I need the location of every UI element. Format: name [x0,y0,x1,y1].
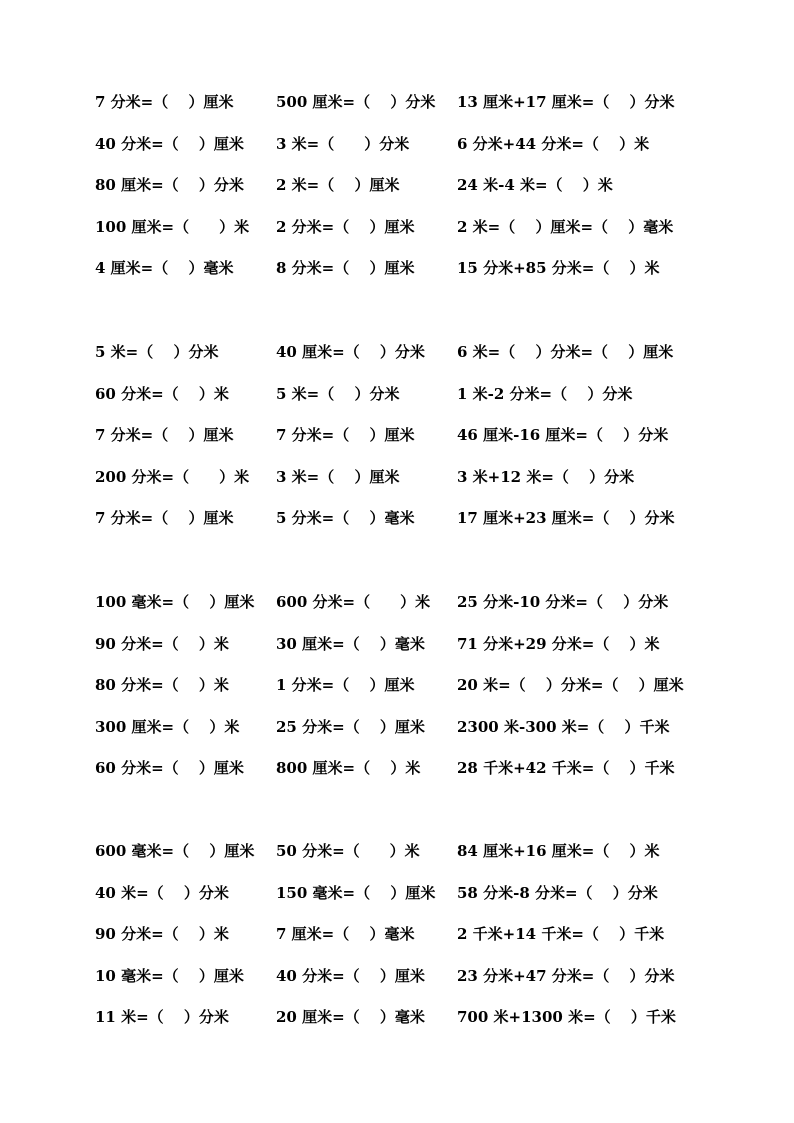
conversion-problem: 200 分米=（ ）米 [95,468,250,486]
conversion-problem: 17 厘米+23 厘米=（ ）分米 [457,509,675,527]
conversion-problem: 90 分米=（ ）米 [95,635,229,653]
exercise-row [0,423,794,447]
exercise-row [0,881,794,905]
conversion-problem: 700 米+1300 米=（ ）千米 [457,1008,676,1026]
exercise-row [0,632,794,656]
exercise-row [0,964,794,988]
conversion-problem: 2 米=（ ）厘米=（ ）毫米 [457,218,674,236]
exercise-row [0,173,794,197]
conversion-problem: 60 分米=（ ）米 [95,385,229,403]
exercise-row [0,839,794,863]
exercise-row [0,215,794,239]
conversion-problem: 40 米=（ ）分米 [95,884,229,902]
conversion-problem: 1 分米=（ ）厘米 [276,676,415,694]
exercise-row [0,340,794,364]
exercise-row [0,673,794,697]
conversion-problem: 150 毫米=（ ）厘米 [276,884,436,902]
conversion-problem: 40 分米=（ ）厘米 [95,135,244,153]
conversion-problem: 46 厘米-16 厘米=（ ）分米 [457,426,669,444]
conversion-problem: 24 米-4 米=（ ）米 [457,176,613,194]
exercise-row [0,715,794,739]
conversion-problem: 11 米=（ ）分米 [95,1008,229,1026]
conversion-problem: 15 分米+85 分米=（ ）米 [457,259,660,277]
conversion-problem: 30 厘米=（ ）毫米 [276,635,425,653]
exercise-row [0,465,794,489]
exercise-row [0,382,794,406]
conversion-problem: 80 分米=（ ）米 [95,676,229,694]
conversion-problem: 40 分米=（ ）厘米 [276,967,425,985]
conversion-problem: 2300 米-300 米=（ ）千米 [457,718,670,736]
exercise-row [0,922,794,946]
conversion-problem: 3 米=（ ）分米 [276,135,410,153]
conversion-problem: 2 千米+14 千米=（ ）千米 [457,925,665,943]
exercise-row [0,756,794,780]
conversion-problem: 7 分米=（ ）厘米 [276,426,415,444]
exercise-row [0,1005,794,1029]
conversion-problem: 71 分米+29 分米=（ ）米 [457,635,660,653]
conversion-problem: 25 分米-10 分米=（ ）分米 [457,593,669,611]
conversion-problem: 800 厘米=（ ）米 [276,759,421,777]
conversion-problem: 60 分米=（ ）厘米 [95,759,244,777]
conversion-problem: 7 分米=（ ）厘米 [95,509,234,527]
exercise-row [0,90,794,114]
conversion-problem: 5 米=（ ）分米 [276,385,400,403]
conversion-problem: 2 米=（ ）厘米 [276,176,400,194]
exercise-row [0,132,794,156]
conversion-problem: 3 米=（ ）厘米 [276,468,400,486]
exercise-row [0,256,794,280]
conversion-problem: 7 分米=（ ）厘米 [95,93,234,111]
conversion-problem: 5 分米=（ ）毫米 [276,509,415,527]
conversion-problem: 100 毫米=（ ）厘米 [95,593,255,611]
conversion-problem: 600 毫米=（ ）厘米 [95,842,255,860]
exercise-row [0,590,794,614]
conversion-problem: 40 厘米=（ ）分米 [276,343,425,361]
conversion-problem: 1 米-2 分米=（ ）分米 [457,385,633,403]
conversion-problem: 90 分米=（ ）米 [95,925,229,943]
conversion-problem: 300 厘米=（ ）米 [95,718,240,736]
conversion-problem: 10 毫米=（ ）厘米 [95,967,244,985]
conversion-problem: 28 千米+42 千米=（ ）千米 [457,759,675,777]
conversion-problem: 500 厘米=（ ）分米 [276,93,436,111]
conversion-problem: 5 米=（ ）分米 [95,343,219,361]
conversion-problem: 7 厘米=（ ）毫米 [276,925,415,943]
conversion-problem: 25 分米=（ ）厘米 [276,718,425,736]
conversion-problem: 20 米=（ ）分米=（ ）厘米 [457,676,684,694]
conversion-problem: 50 分米=（ ）米 [276,842,420,860]
conversion-problem: 4 厘米=（ ）毫米 [95,259,234,277]
conversion-problem: 23 分米+47 分米=（ ）分米 [457,967,675,985]
conversion-problem: 8 分米=（ ）厘米 [276,259,415,277]
conversion-problem: 58 分米-8 分米=（ ）分米 [457,884,658,902]
conversion-problem: 2 分米=（ ）厘米 [276,218,415,236]
conversion-problem: 84 厘米+16 厘米=（ ）米 [457,842,660,860]
conversion-problem: 13 厘米+17 厘米=（ ）分米 [457,93,675,111]
exercise-row [0,506,794,530]
conversion-problem: 7 分米=（ ）厘米 [95,426,234,444]
conversion-problem: 6 分米+44 分米=（ ）米 [457,135,650,153]
conversion-problem: 6 米=（ ）分米=（ ）厘米 [457,343,674,361]
conversion-problem: 600 分米=（ ）米 [276,593,431,611]
conversion-problem: 3 米+12 米=（ ）分米 [457,468,635,486]
conversion-problem: 20 厘米=（ ）毫米 [276,1008,425,1026]
conversion-problem: 100 厘米=（ ）米 [95,218,250,236]
conversion-problem: 80 厘米=（ ）分米 [95,176,244,194]
